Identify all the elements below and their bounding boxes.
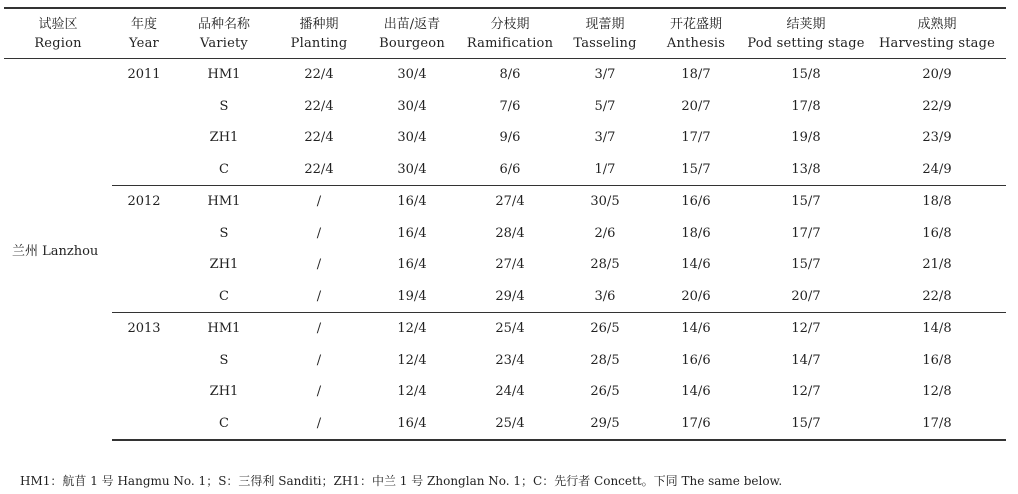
date-cell: 18/7	[681, 67, 711, 83]
date-cell: 20/7	[744, 281, 868, 313]
variety-cell: HM1	[207, 321, 241, 337]
variety-cell: HM1	[207, 194, 241, 210]
date-cell: 22/9	[922, 98, 952, 114]
table-row	[4, 313, 1006, 345]
date-cell: 16/8	[922, 225, 952, 241]
date-cell: 13/8	[744, 154, 868, 186]
date-cell: 20/7	[681, 98, 711, 114]
date-cell: 23/4	[495, 352, 525, 368]
date-cell: 28/4	[495, 225, 525, 241]
date-cell: 25/4	[495, 321, 525, 337]
year-cell: 2012	[127, 194, 161, 210]
date-cell: 8/6	[499, 67, 521, 83]
region-cell: 兰州 Lanzhou	[12, 244, 99, 259]
date-cell: 29/5	[562, 408, 648, 441]
date-cell: 1/7	[562, 154, 648, 186]
year-cell: 2011	[127, 67, 161, 83]
table-row	[4, 59, 1006, 91]
date-cell: 17/7	[791, 225, 821, 241]
date-cell: 3/7	[594, 67, 616, 83]
column-header-zh: 现蕾期	[562, 8, 648, 32]
date-cell: 30/4	[366, 154, 458, 186]
date-cell: 22/8	[868, 281, 1006, 313]
column-header-zh: 播种期	[272, 8, 366, 32]
date-cell: 15/8	[791, 67, 821, 83]
date-cell: 30/4	[397, 130, 427, 146]
variety-cell: ZH1	[209, 257, 239, 273]
column-header-en: Harvesting stage	[868, 32, 1006, 59]
variety-cell: C	[176, 154, 272, 186]
date-cell: 3/6	[562, 281, 648, 313]
date-cell: 19/4	[366, 281, 458, 313]
date-cell: 26/5	[590, 384, 620, 400]
column-header-zh: 开花盛期	[648, 8, 744, 32]
date-cell: 3/7	[594, 130, 616, 146]
variety-cell: S	[219, 225, 229, 241]
date-cell: 12/7	[791, 321, 821, 337]
date-cell: 14/6	[681, 321, 711, 337]
date-cell: 24/9	[868, 154, 1006, 186]
date-cell: /	[316, 194, 322, 210]
table-row	[4, 186, 1006, 218]
date-cell: 17/6	[648, 408, 744, 441]
date-cell: 17/7	[681, 130, 711, 146]
variety-cell: ZH1	[209, 384, 239, 400]
date-cell: 12/7	[791, 384, 821, 400]
column-header-en: Tasseling	[562, 32, 648, 59]
table-row	[4, 408, 1006, 441]
table-row	[4, 249, 1006, 281]
year-cell	[112, 376, 176, 408]
table-row	[4, 218, 1006, 250]
column-header-en: Variety	[176, 32, 272, 59]
column-header-en: Pod setting stage	[744, 32, 868, 59]
date-cell: 15/7	[744, 408, 868, 441]
column-header-en: Anthesis	[648, 32, 744, 59]
date-cell: 12/4	[397, 352, 427, 368]
column-header-zh: 品种名称	[176, 8, 272, 32]
header-row-chinese	[4, 8, 1006, 32]
date-cell: /	[316, 225, 322, 241]
year-cell: 2013	[127, 321, 161, 337]
date-cell: 9/6	[499, 130, 521, 146]
column-header-en: Region	[4, 32, 112, 59]
year-cell	[112, 154, 176, 186]
date-cell: 18/6	[681, 225, 711, 241]
year-cell	[112, 345, 176, 377]
date-cell: 15/7	[791, 194, 821, 210]
column-header-zh: 年度	[112, 8, 176, 32]
date-cell: 2/6	[594, 225, 616, 241]
column-header-zh: 结荚期	[744, 8, 868, 32]
date-cell: 16/4	[397, 225, 427, 241]
date-cell: 22/4	[272, 154, 366, 186]
date-cell: 15/7	[791, 257, 821, 273]
year-cell	[112, 281, 176, 313]
year-cell	[112, 122, 176, 154]
column-header-zh: 成熟期	[868, 8, 1006, 32]
column-header-en: Planting	[272, 32, 366, 59]
date-cell: 29/4	[458, 281, 562, 313]
date-cell: 16/4	[397, 257, 427, 273]
date-cell: /	[316, 384, 322, 400]
date-cell: 15/7	[648, 154, 744, 186]
date-cell: 14/6	[681, 257, 711, 273]
date-cell: 14/6	[681, 384, 711, 400]
variety-cell: C	[176, 408, 272, 441]
table-row	[4, 122, 1006, 154]
date-cell: 25/4	[458, 408, 562, 441]
column-header-en: Year	[112, 32, 176, 59]
date-cell: 30/4	[397, 98, 427, 114]
column-header-zh: 分枝期	[458, 8, 562, 32]
date-cell: 7/6	[499, 98, 521, 114]
date-cell: 14/7	[791, 352, 821, 368]
table-row	[4, 154, 1006, 186]
date-cell: /	[272, 281, 366, 313]
date-cell: 30/5	[590, 194, 620, 210]
variety-cell: HM1	[207, 67, 241, 83]
phenology-table-container	[4, 7, 1006, 441]
column-header-en: Bourgeon	[366, 32, 458, 59]
date-cell: 28/5	[590, 257, 620, 273]
date-cell: 27/4	[495, 194, 525, 210]
variety-cell: S	[219, 352, 229, 368]
table-body	[4, 59, 1006, 441]
date-cell: 16/4	[397, 194, 427, 210]
date-cell: 24/4	[495, 384, 525, 400]
date-cell: 19/8	[791, 130, 821, 146]
header-row-english	[4, 32, 1006, 59]
date-cell: 12/4	[397, 321, 427, 337]
date-cell: 12/4	[397, 384, 427, 400]
date-cell: 17/8	[868, 408, 1006, 441]
date-cell: 16/6	[681, 194, 711, 210]
date-cell: 22/4	[304, 98, 334, 114]
date-cell: 12/8	[922, 384, 952, 400]
date-cell: 23/9	[922, 130, 952, 146]
date-cell: 5/7	[594, 98, 616, 114]
variety-cell: C	[176, 281, 272, 313]
date-cell: 14/8	[922, 321, 952, 337]
date-cell: 21/8	[922, 257, 952, 273]
date-cell: 17/8	[791, 98, 821, 114]
date-cell: 20/9	[922, 67, 952, 83]
column-header-zh: 试验区	[4, 8, 112, 32]
date-cell: 16/4	[366, 408, 458, 441]
table-row	[4, 376, 1006, 408]
date-cell: 6/6	[458, 154, 562, 186]
table-row	[4, 91, 1006, 123]
date-cell: /	[316, 257, 322, 273]
date-cell: 18/8	[922, 194, 952, 210]
table-header	[4, 8, 1006, 59]
year-cell	[112, 249, 176, 281]
date-cell: 28/5	[590, 352, 620, 368]
table-footnote: HM1：航苜 1 号 Hangmu No. 1；S：三得利 Sanditi；ZH1：中兰 1 号 Zhonglan No. 1；C：先行者 Concett。下同 The same below.	[20, 474, 783, 488]
year-cell	[112, 218, 176, 250]
date-cell: 20/6	[648, 281, 744, 313]
date-cell: 22/4	[304, 67, 334, 83]
date-cell: 27/4	[495, 257, 525, 273]
column-header-zh: 出苗/返青	[366, 8, 458, 32]
table-row	[4, 345, 1006, 377]
date-cell: /	[272, 408, 366, 441]
column-header-en: Ramification	[458, 32, 562, 59]
variety-cell: S	[219, 98, 229, 114]
year-cell	[112, 91, 176, 123]
date-cell: 16/6	[681, 352, 711, 368]
table-row	[4, 281, 1006, 313]
date-cell: /	[316, 352, 322, 368]
year-cell	[112, 408, 176, 441]
variety-cell: ZH1	[209, 130, 239, 146]
date-cell: /	[316, 321, 322, 337]
date-cell: 26/5	[590, 321, 620, 337]
date-cell: 30/4	[397, 67, 427, 83]
date-cell: 16/8	[922, 352, 952, 368]
date-cell: 22/4	[304, 130, 334, 146]
phenology-table	[4, 7, 1006, 441]
